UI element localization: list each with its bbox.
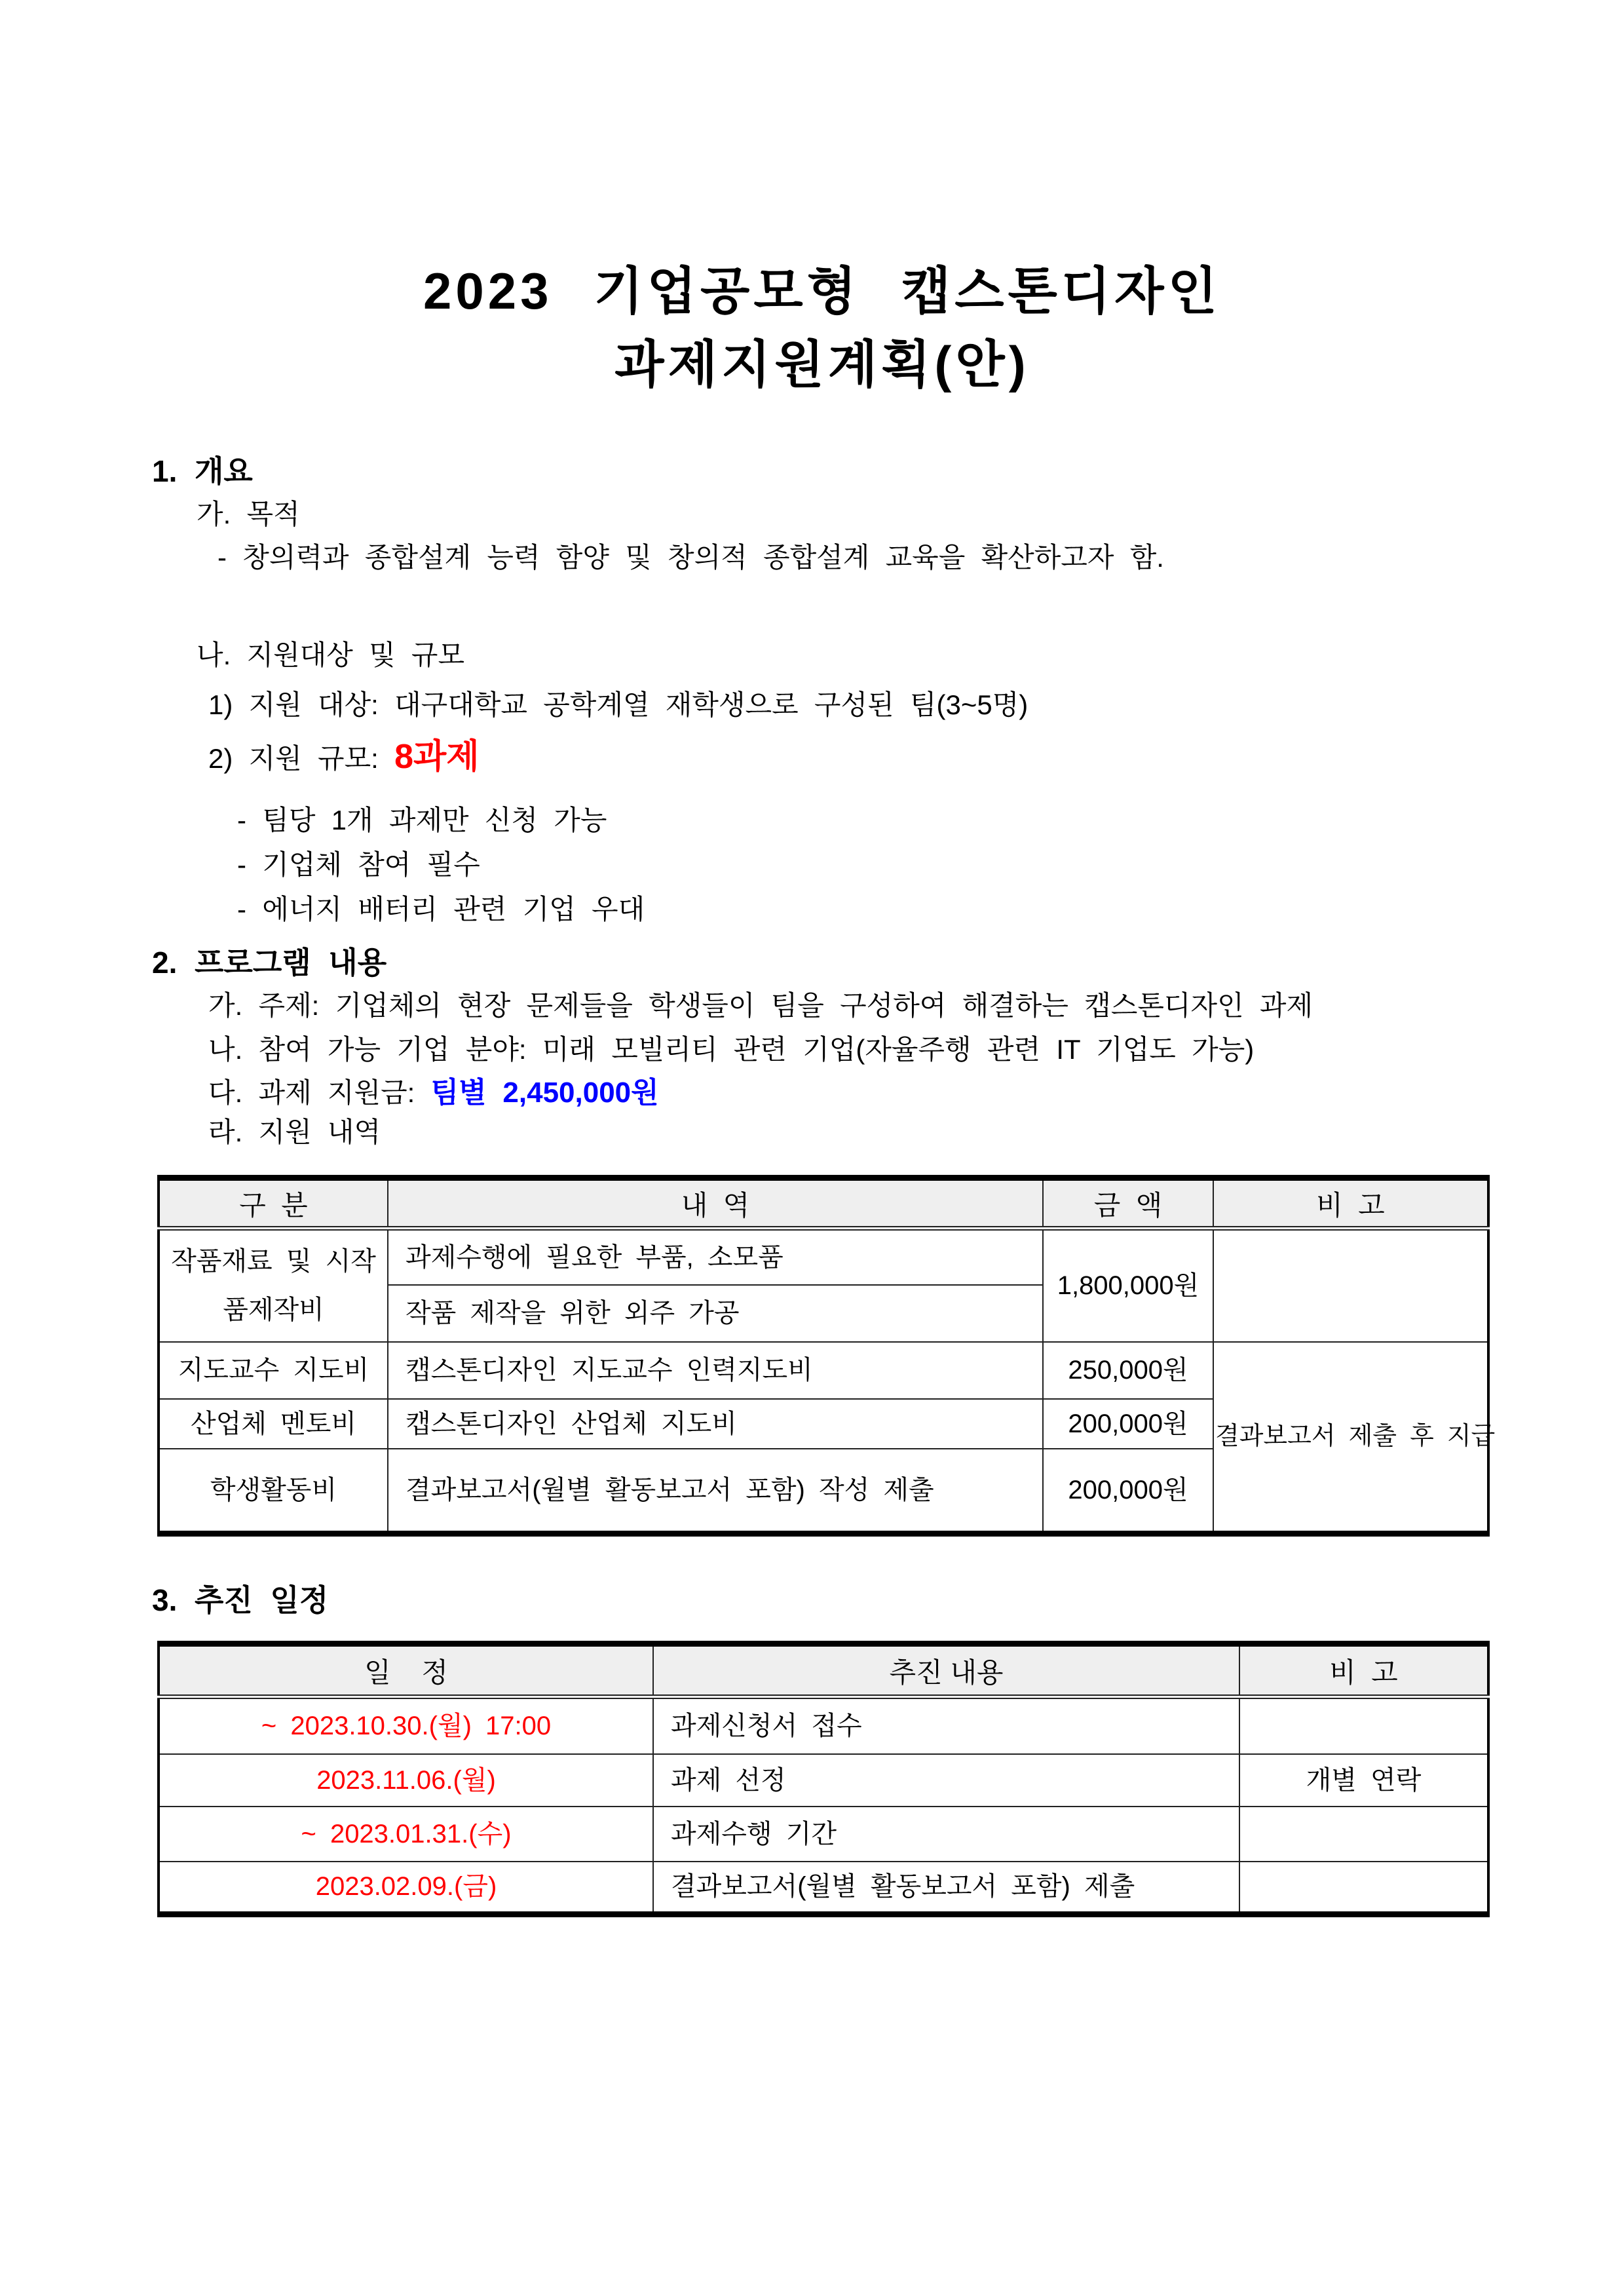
table-row [159, 1754, 1488, 1807]
support-cell-category-professor: 지도교수 지도비 [159, 1342, 388, 1399]
support-cell-amount-mentor: 200,000원 [1043, 1399, 1213, 1449]
schedule-cell-note-execution [1239, 1807, 1488, 1862]
support-cell-detail-professor: 캡스톤디자인 지도교수 인력지도비 [388, 1342, 1043, 1399]
section2-item-topic: 가. 주제: 기업체의 현장 문제들을 학생들이 팀을 구성하여 해결하는 캡스톤디자인 과제 [208, 990, 1313, 1021]
schedule-cell-content-application: 과제신청서 접수 [653, 1697, 1239, 1754]
schedule-cell-content-report: 결과보고서(월별 활동보고서 포함) 제출 [653, 1862, 1239, 1915]
support-header-note: 비 고 [1213, 1178, 1488, 1229]
section2-item-funding [208, 1075, 659, 1111]
schedule-cell-note-application [1239, 1697, 1488, 1754]
schedule-header-content: 추진 내용 [653, 1644, 1239, 1697]
support-cell-category-mentor: 산업체 멘토비 [159, 1399, 388, 1449]
section1-scale-label: 2) 지원 규모: [208, 743, 395, 774]
support-cell-note-payment: 결과보고서 제출 후 지급 [1213, 1342, 1488, 1534]
table-row [159, 1229, 1488, 1285]
support-cell-amount-materials: 1,800,000원 [1043, 1229, 1213, 1342]
document-title-line2: 과제지원계획(안) [614, 335, 1030, 393]
section2-item-breakdown: 라. 지원 내역 [208, 1117, 381, 1147]
section1-target-line: 1) 지원 대상: 대구대학교 공학계열 재학생으로 구성된 팀(3~5명) [208, 689, 1029, 720]
schedule-table [157, 1641, 1490, 1917]
section1-item-purpose: 가. 목적 [197, 499, 300, 529]
schedule-table-header-row [159, 1644, 1488, 1697]
schedule-header-date: 일 정 [159, 1644, 653, 1697]
support-cell-category-materials: 작품재료 및 시작품제작비 [159, 1229, 388, 1342]
support-cell-detail-student: 결과보고서(월별 활동보고서 포함) 작성 제출 [388, 1449, 1043, 1534]
support-cell-detail-mentor: 캡스톤디자인 산업체 지도비 [388, 1399, 1043, 1449]
support-header-amount: 금 액 [1043, 1178, 1213, 1229]
support-cell-category-student: 학생활동비 [159, 1449, 388, 1534]
support-cell-amount-student: 200,000원 [1043, 1449, 1213, 1534]
section2-funding-label: 다. 과제 지원금: [208, 1077, 431, 1108]
schedule-cell-date-selection: 2023.11.06.(월) [159, 1754, 653, 1807]
section1-scale-value: 8과제 [394, 738, 480, 776]
section1-scale-line [208, 739, 480, 776]
schedule-cell-content-execution: 과제수행 기간 [653, 1807, 1239, 1862]
schedule-cell-content-selection: 과제 선정 [653, 1754, 1239, 1807]
support-header-category: 구 분 [159, 1178, 388, 1229]
section1-purpose-text: - 창의력과 종합설계 능력 함양 및 창의적 종합설계 교육을 확산하고자 함. [217, 542, 1164, 573]
support-cell-detail-outsourcing: 작품 제작을 위한 외주 가공 [388, 1285, 1043, 1342]
support-table-header-row [159, 1178, 1488, 1229]
section2-funding-value: 팀별 2,450,000원 [430, 1077, 659, 1109]
support-cell-detail-parts: 과제수행에 필요한 부품, 소모품 [388, 1229, 1043, 1285]
document-title [157, 254, 1487, 401]
table-row [159, 1697, 1488, 1754]
support-header-detail: 내 역 [388, 1178, 1043, 1229]
support-cell-amount-professor: 250,000원 [1043, 1342, 1213, 1399]
schedule-cell-note-report [1239, 1862, 1488, 1915]
schedule-cell-date-execution: ~ 2023.01.31.(수) [159, 1807, 653, 1862]
support-table [157, 1175, 1496, 1537]
section1-bullet-1: - 팀당 1개 과제만 신청 가능 [237, 805, 607, 835]
table-row [159, 1807, 1488, 1862]
schedule-header-note: 비 고 [1239, 1644, 1488, 1697]
section1-item-scope: 나. 지원대상 및 규모 [197, 640, 465, 670]
support-cell-note-empty [1213, 1229, 1488, 1342]
schedule-cell-date-application: ~ 2023.10.30.(월) 17:00 [159, 1697, 653, 1754]
table-row [159, 1862, 1488, 1915]
section1-bullet-2: - 기업체 참여 필수 [237, 849, 480, 880]
schedule-cell-date-report: 2023.02.09.(금) [159, 1862, 653, 1915]
section3-heading: 3. 추진 일정 [152, 1583, 329, 1617]
section2-heading: 2. 프로그램 내용 [152, 946, 387, 980]
schedule-cell-note-selection: 개별 연락 [1239, 1754, 1488, 1807]
document-title-line1: 2023 기업공모형 캡스톤디자인 [423, 262, 1221, 320]
section1-bullet-3: - 에너지 배터리 관련 기업 우대 [237, 894, 645, 925]
table-row [159, 1342, 1488, 1399]
section1-heading: 1. 개요 [152, 454, 253, 488]
section2-item-field: 나. 참여 가능 기업 분야: 미래 모빌리티 관련 기업(자율주행 관련 IT 기업도 가능) [208, 1034, 1255, 1065]
